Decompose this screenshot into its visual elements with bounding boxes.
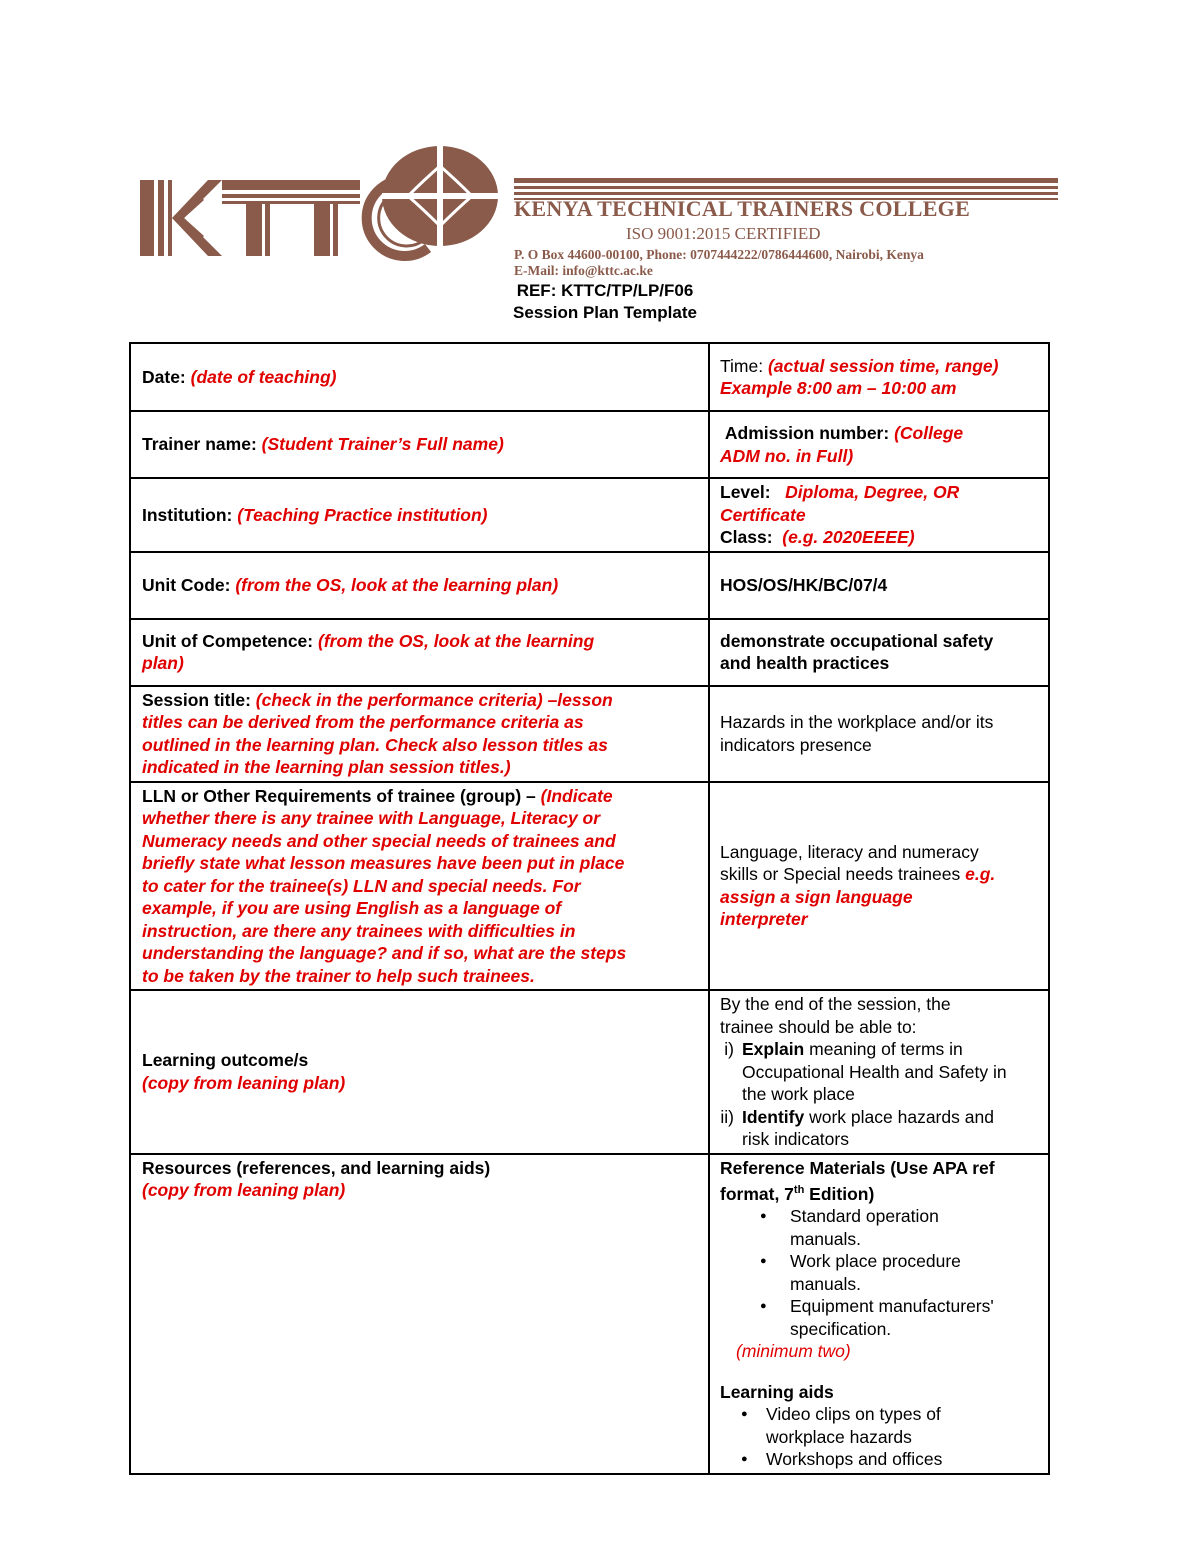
reference-item-3a: Equipment manufacturers' [790, 1296, 994, 1317]
lln-label: LLN or Other Requirements of trainee (group) – [142, 785, 536, 806]
time-hint: (actual session time, range) [767, 355, 999, 376]
college-name: KENYA TECHNICAL TRAINERS COLLEGE [514, 196, 971, 221]
learning-aid-item [766, 1448, 1038, 1471]
class-hint: (e.g. 2020EEEE) [782, 527, 915, 547]
reference-item-3b: specification. [790, 1318, 892, 1339]
class-label: Class: [720, 527, 773, 547]
session-value-1: Hazards in the workplace and/or its [720, 712, 994, 732]
session-plan-table [129, 342, 1050, 1475]
row-lln [130, 782, 1049, 991]
ref-materials-line-1: Reference Materials (Use APA ref [720, 1157, 995, 1178]
resources-label: Resources (references, and learning aids) [142, 1157, 491, 1178]
lln-hint-5: to cater for the trainee(s) LLN and special needs. For [142, 875, 581, 896]
lln-value-3: assign a sign language [720, 886, 913, 907]
resources-value-cell [709, 1154, 1049, 1474]
session-title-cell [130, 686, 709, 782]
session-value-cell [709, 686, 1049, 782]
unit-code-cell [130, 552, 709, 619]
lln-hint-1: (Indicate [540, 785, 613, 806]
time-example: Example 8:00 am – 10:00 am [720, 378, 957, 398]
level-hint-2: Certificate [720, 504, 806, 525]
competence-hint-1: (from the OS, look at the learning [318, 630, 595, 651]
learning-aids-list [720, 1403, 1038, 1471]
session-value-2: indicators presence [720, 734, 872, 755]
reference-item [790, 1205, 1038, 1250]
outcome-hint: (copy from leaning plan) [142, 1072, 346, 1093]
reference-item-1b: manuals. [790, 1228, 862, 1249]
ref-materials-sup: th [793, 1184, 805, 1196]
admission-label: Admission number: [724, 423, 890, 443]
document-title: Session Plan Template [513, 303, 697, 322]
admission-hint-1: (College [894, 423, 964, 443]
row-unit-code [130, 552, 1049, 619]
ref-materials-line-3: Edition) [804, 1183, 875, 1204]
competence-label: Unit of Competence: [142, 630, 314, 651]
lln-hint-6: example, if you are using English as a language of [142, 898, 562, 918]
competence-value-2: and health practices [720, 653, 890, 673]
row-resources [130, 1154, 1049, 1474]
college-contact: P. O Box 44600-00100, Phone: 0707444222/0786444600, Nairobi, Kenya [514, 247, 924, 262]
outcome-item-1 [720, 1038, 1038, 1106]
reference-list [720, 1205, 1038, 1340]
outcome-2-text-1: work place hazards and [804, 1106, 994, 1127]
row-trainer [130, 411, 1049, 478]
outcome-item-2 [720, 1106, 1038, 1151]
level-label: Level: [720, 482, 771, 502]
outcome-label: Learning outcome/s [142, 1050, 309, 1071]
competence-value-1: demonstrate occupational safety [720, 630, 994, 651]
reference-item [790, 1250, 1038, 1295]
outcome-2-verb: Identify [742, 1106, 805, 1127]
date-cell [130, 343, 709, 411]
learning-aid-item [766, 1403, 1038, 1448]
level-class-cell [709, 478, 1049, 552]
outcome-1-verb: Explain [742, 1039, 805, 1059]
time-label: Time: [720, 355, 764, 376]
outcome-1-number: i) [724, 1039, 734, 1059]
trainer-hint: (Student Trainer’s Full name) [261, 434, 504, 455]
session-hint-4: indicated in the learning plan session titles.) [142, 757, 511, 777]
reference-item-2b: manuals. [790, 1273, 862, 1294]
unit-code-hint: (from the OS, look at the learning plan) [235, 574, 559, 595]
outcome-value-cell [709, 990, 1049, 1154]
learning-aid-1a: Video clips on types of [766, 1404, 941, 1425]
row-date-time [130, 343, 1049, 411]
outcome-1-text-2: Occupational Health and Safety in [742, 1061, 1007, 1082]
outcome-intro-1: By the end of the session, the [720, 994, 951, 1014]
ref-materials-line-2: format, 7 [720, 1183, 794, 1204]
learning-aid-1b: workplace hazards [766, 1426, 912, 1447]
lln-hint-2: whether there is any trainee with Language, Literacy or [142, 808, 601, 828]
college-email: E-Mail: info@kttc.ac.ke [514, 263, 653, 278]
lln-hint-8: understanding the language? and if so, what are the steps [142, 943, 627, 963]
outcome-2-number: ii) [720, 1106, 734, 1127]
date-label: Date: [142, 366, 186, 387]
lln-hint-4: briefly state what lesson measures have been put in place [142, 853, 625, 873]
iso-certification: ISO 9001:2015 CERTIFIED [626, 224, 821, 243]
row-session-title [130, 686, 1049, 782]
institution-cell [130, 478, 709, 552]
letterhead [138, 138, 1060, 278]
outcome-cell [130, 990, 709, 1154]
outcome-intro-2: trainee should be able to: [720, 1016, 917, 1037]
lln-value-eg: e.g. [965, 864, 996, 885]
lln-value-cell [709, 782, 1049, 991]
resources-cell [130, 1154, 709, 1474]
institution-hint: (Teaching Practice institution) [237, 504, 488, 525]
date-hint: (date of teaching) [190, 366, 337, 387]
institution-label: Institution: [142, 504, 233, 525]
session-label: Session title: [142, 689, 251, 710]
minimum-note: (minimum two) [736, 1341, 851, 1362]
competence-value-cell [709, 619, 1049, 686]
row-competence [130, 619, 1049, 686]
reference-item-2a: Work place procedure [790, 1251, 961, 1272]
lln-value-1: Language, literacy and numeracy [720, 841, 979, 862]
level-hint-1: Diploma, Degree, OR [785, 482, 960, 502]
unit-code-value: HOS/OS/HK/BC/07/4 [709, 552, 1049, 619]
learning-aids-heading: Learning aids [720, 1381, 834, 1402]
resources-hint: (copy from leaning plan) [142, 1180, 346, 1200]
lln-hint-9: to be taken by the trainer to help such trainees. [142, 965, 535, 986]
lln-value-2: skills or Special needs trainees [720, 864, 961, 885]
session-hint-2: titles can be derived from the performance criteria as [142, 712, 584, 732]
outcome-1-text-1: meaning of terms in [804, 1039, 963, 1059]
row-learning-outcomes [130, 990, 1049, 1154]
unit-code-label: Unit Code: [142, 574, 231, 595]
reference-item [790, 1295, 1038, 1340]
competence-hint-2: plan) [142, 653, 184, 673]
session-hint-1: (check in the performance criteria) –lesson [255, 689, 613, 710]
lln-hint-3: Numeracy needs and other special needs of trainees and [142, 830, 616, 851]
admission-hint-2: ADM no. in Full) [720, 445, 854, 466]
college-info [514, 196, 1060, 279]
trainer-label: Trainer name: [142, 434, 257, 455]
reference-item-1a: Standard operation [790, 1206, 939, 1227]
lln-cell [130, 782, 709, 991]
outcome-2-text-2: risk indicators [742, 1129, 849, 1149]
lln-hint-7: instruction, are there any trainees with difficulties in [142, 920, 576, 941]
trainer-cell [130, 411, 709, 478]
session-hint-3: outlined in the learning plan. Check also lesson titles as [142, 734, 608, 755]
ref-code: REF: KTTC/TP/LP/F06 [516, 281, 694, 300]
document-reference [0, 280, 1200, 324]
lln-value-4: interpreter [720, 909, 808, 930]
row-institution [130, 478, 1049, 552]
time-cell [709, 343, 1049, 411]
reference-materials-heading [720, 1157, 1038, 1206]
outcome-1-text-3: the work place [742, 1084, 855, 1104]
admission-cell [709, 411, 1049, 478]
learning-aid-2: Workshops and offices [766, 1449, 943, 1470]
competence-cell [130, 619, 709, 686]
